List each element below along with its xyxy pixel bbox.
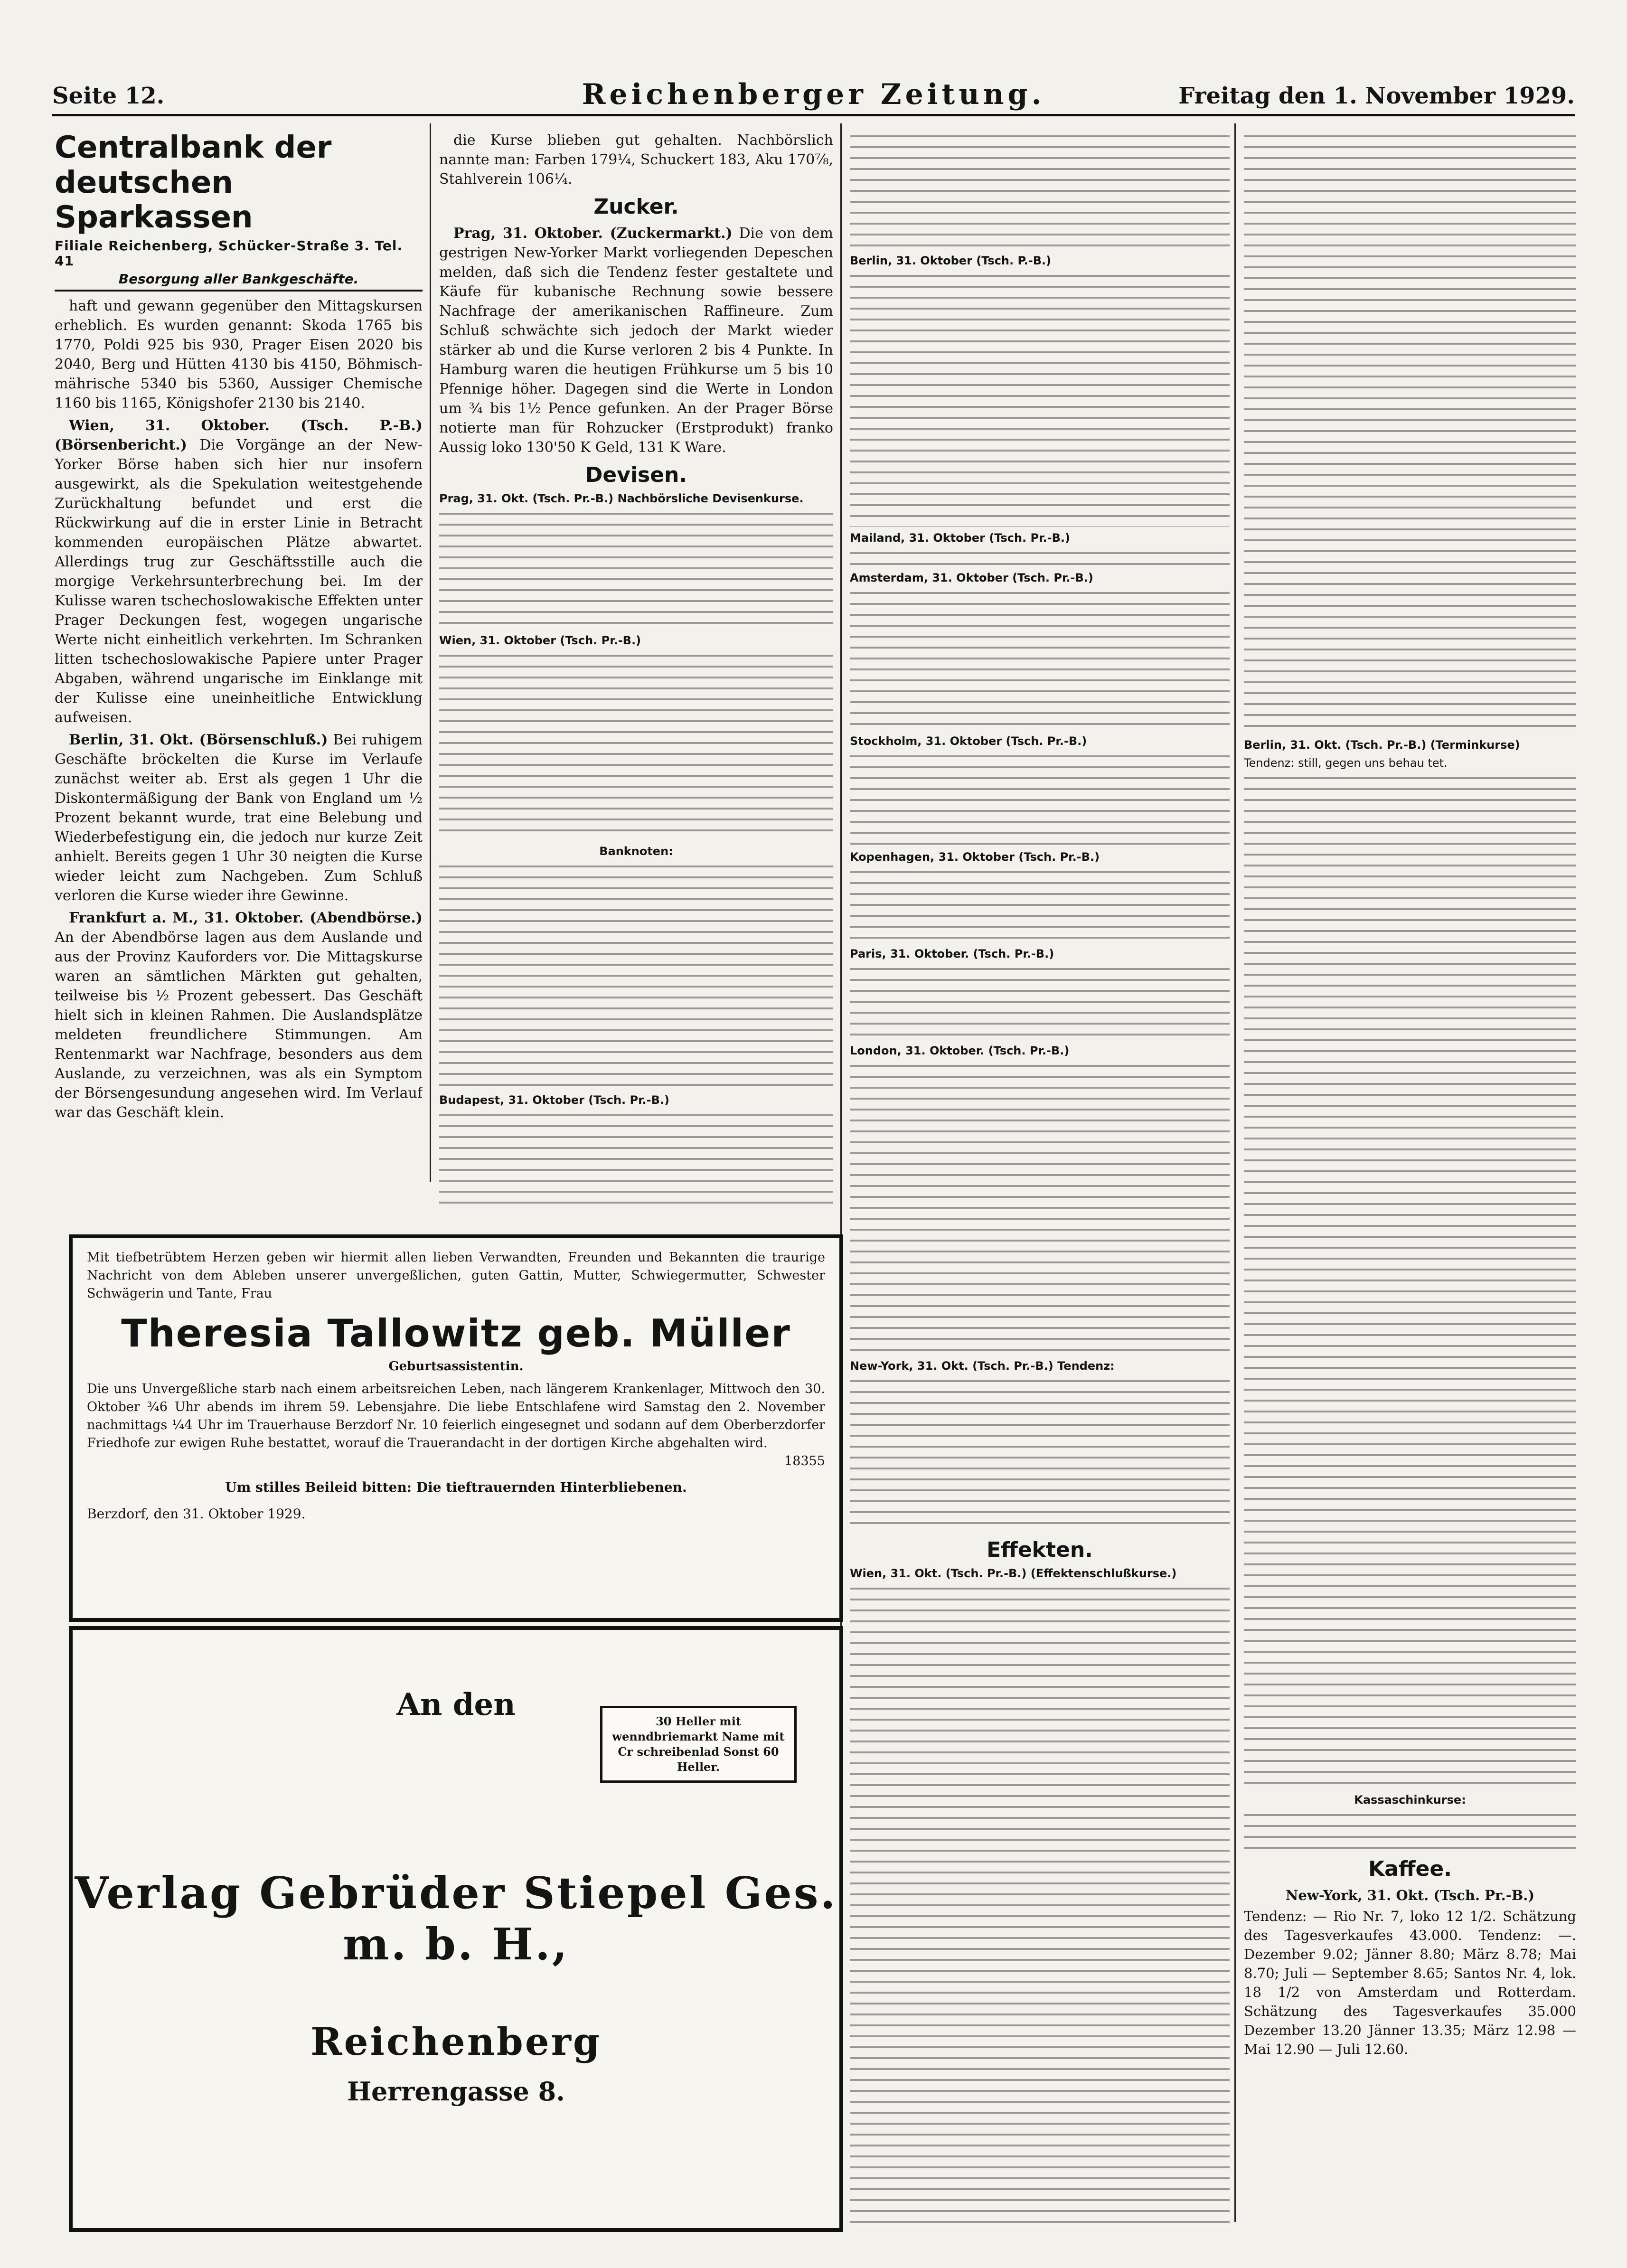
paragraph — [55, 730, 423, 905]
notice-number: 18355 — [784, 1454, 825, 1468]
column-rule — [1234, 123, 1236, 2222]
deceased-title: Geburtsassistentin. — [388, 1359, 524, 1374]
publisher-address-card — [69, 1626, 843, 2232]
table-caption: Banknoten: — [599, 845, 673, 858]
dateline: Prag, 31. Oktober. (Zuckermarkt.) — [453, 225, 733, 242]
address-to: An den — [396, 1687, 516, 1722]
column-markets-report — [55, 131, 423, 1230]
devisen-table-wien — [439, 650, 833, 840]
market-tendency: Tendenz: still, gegen uns behau tet. — [1244, 756, 1448, 770]
table-caption: Wien, 31. Okt. (Tsch. Pr.-B.) (Effektenschlußkurse.) — [850, 1567, 1177, 1580]
rates-table-berlin — [850, 270, 1230, 527]
dateline: New-York, 31. Okt. (Tsch. Pr.-B.) — [1285, 1887, 1535, 1903]
bank-services: Besorgung aller Bankgeschäfte. — [118, 271, 359, 287]
paragraph: haft und gewann gegenüber den Mittagskursen erheblich. Es wurden genannt: Skoda 1765 bis 1770, Poldi 925 bis 930, Prager Eisen 2020 bis 2040, Berg und Hütten 4130 bis 4150, Böhmisch-mährische 5340 bis 5360, Aussiger Chemische 1160 bis 1165, Königshofer 2130 bis 2140. — [55, 298, 423, 412]
market-report-text — [55, 296, 423, 1122]
obituary-text: Die uns Unvergeßliche starb nach einem arbeitsreichen Leben, nach längerem Krankenlager, Mittwoch den 30. Oktober ¾6 Uhr abends im ihrem 59. Lebensjahre. Die liebe Entschlafene wird Samstag den 2. November nachmittags ¼4 Uhr im Trauerhause Berzdorf Nr. 10 feierlich eingesegnet und sodann auf dem Oberberzdorfer Friedhofe zur ewigen Ruhe bestattet, worauf die Trauerandacht in der dortigen Kirche abgehalten wird. — [87, 1382, 825, 1450]
table-caption: New-York, 31. Okt. (Tsch. Pr.-B.) Tendenz: — [850, 1359, 1115, 1373]
devisen-table-budapest — [439, 1110, 833, 1205]
dateline: Berlin, 31. Okt. (Börsenschluß.) — [69, 732, 328, 749]
table-caption: London, 31. Oktober. (Tsch. Pr.-B.) — [850, 1044, 1070, 1057]
stock-table-berlin — [1244, 772, 1576, 1788]
column-stock-quotations — [1244, 131, 1576, 2224]
rates-table-kopenhagen — [850, 866, 1230, 942]
paragraph-body: Die Vorgänge an der New-Yorker Börse haben sich hier nur insofern ausgewirkt, als die Spekulation weitestgehende Zurückhaltung befundet und erst die Rückwirkung auf die in erster Linie in Betracht kommenden europäischen Plätze abwartet. Allerdings trug zur Geschäftsstille auch die morgige Verkehrsunterbrechung bei. Im der Kulisse waren tschechoslowakische Effekten unter Prager Deckungen fest, wogegen ungarische Werte nicht einheitlich verkehrten. Im Schranken litten tschechoslowakische Papiere unter Prager Abgaben, während ungarische im Einklange mit der Kulisse eine uneinheitliche Entwicklung aufweisen. — [55, 437, 423, 726]
effekten-table-wien — [850, 1583, 1230, 2224]
stock-table-top — [1244, 131, 1576, 734]
section-title-devisen: Devisen. — [585, 463, 687, 487]
newspaper-name: Reichenberger Zeitung. — [582, 78, 1045, 111]
obituary-place-date: Berzdorf, den 31. Oktober 1929. — [87, 1506, 306, 1522]
table-caption: Mailand, 31. Oktober (Tsch. Pr.-B.) — [850, 531, 1070, 545]
paragraph-body: Die von dem gestrigen New-Yorker Markt vorliegenden Depeschen melden, daß sich die Tendenz fester gestaltete und Käufe für kubanische Rechnung sowie bessere Nachfrage der amerikanischen Raffineure. Zum Schluß schwächte sich jedoch der Markt wieder stärker ab und die Kurse verloren 2 bis 4 Punkte. In Hamburg waren die heutigen Frühkurse um 5 bis 10 Pfennige höher. Dagegen sind die Werte in London um ¾ bis 1½ Pence gefunken. An der Prager Börse notierte man für Rohzucker (Erstprodukt) franko Aussig loko 130'50 K Geld, 131 K Ware. — [439, 225, 833, 456]
paragraph — [439, 224, 833, 457]
section-title-kaffee: Kaffee. — [1368, 1857, 1452, 1881]
table-caption: Budapest, 31. Oktober (Tsch. Pr.-B.) — [439, 1093, 669, 1107]
paragraph-body: Bei ruhigem Geschäfte bröckelten die Kurse im Verlaufe zunächst weiter ab. Erst als gegen 1 Uhr die Diskontermäßigung der Bank von England um ½ Prozent bekannt wurde, trat eine Belebung und Wiederbefestigung ein, die jedoch nur kurze Zeit anhielt. Bereits gegen 1 Uhr 30 neigten die Kurse wieder leicht zum Nachgeben. Zum Schluß verloren die Kurse wieder ihre Gewinne. — [55, 732, 423, 904]
paragraph — [55, 416, 423, 727]
column-sugar-devisen — [439, 131, 833, 1227]
section-title-effekten: Effekten. — [987, 1538, 1093, 1562]
rates-table-amsterdam — [850, 587, 1230, 730]
publisher-city: Reichenberg — [310, 2019, 602, 2064]
publisher-name: Verlag Gebrüder Stiepel Ges. m. b. H., — [75, 1867, 837, 1970]
issue-date: Freitag den 1. November 1929. — [1178, 83, 1575, 109]
column-rule — [430, 123, 431, 1182]
rates-table-mailand — [850, 547, 1230, 566]
dateline: Frankfurt a. M., 31. Oktober. (Abendbörse.) — [69, 910, 423, 927]
section-title-zucker: Zucker. — [593, 195, 679, 219]
page-header — [52, 78, 1575, 116]
rates-table-london — [850, 1060, 1230, 1355]
table-caption: Paris, 31. Oktober. (Tsch. Pr.-B.) — [850, 947, 1054, 960]
table-caption: Prag, 31. Okt. (Tsch. Pr.-B.) Nachbörsliche Devisenkurse. — [439, 492, 804, 505]
bank-name: Centralbank der deutschen Sparkassen — [55, 131, 332, 235]
banknoten-table — [439, 861, 833, 1089]
rates-table-newyork — [850, 1375, 1230, 1532]
postage-stamp-box: 30 Heller mit wenndbriemarkt Name mit Cr schreibenlad Sonst 60 Heller. — [600, 1706, 797, 1783]
paragraph: die Kurse blieben gut gehalten. Nachbörslich nannte man: Farben 179¼, Schuckert 183, Aku 170⅞, Stahlverein 106¼. — [439, 132, 833, 188]
obituary-intro: Mit tiefbetrübtem Herzen geben wir hiermit allen lieben Verwandten, Freunden und Bekannten die traurige Nachricht von dem Ableben unserer unvergeßlichen, guten Gattin, Mutter, Schwiegermutter, Schwester Schwägerin und Tante, Frau — [87, 1250, 825, 1301]
deceased-name: Theresia Tallowitz geb. Müller — [121, 1311, 791, 1355]
dateline: Wien, 31. Oktober. (Tsch. P.-B.) (Börsenbericht.) — [55, 417, 423, 454]
coffee-report — [1244, 1886, 1576, 2059]
publisher-street: Herrengasse 8. — [347, 2076, 565, 2107]
bank-branch: Filiale Reichenberg, Schücker-Straße 3. Tel. 41 — [55, 237, 403, 269]
sugar-text — [439, 131, 833, 189]
sugar-report — [439, 224, 833, 457]
column-exchange-rates — [850, 131, 1230, 2224]
obituary-notice — [69, 1234, 843, 1622]
table-caption: Kopenhagen, 31. Oktober (Tsch. Pr.-B.) — [850, 850, 1100, 864]
devisen-table-prag — [439, 508, 833, 629]
bank-advert-header — [55, 131, 423, 292]
paragraph-body: Tendenz: — Rio Nr. 7, loko 12 1/2. Schätzung des Tagesverkaufes 43.000. Tendenz: —. Dezember 9.02; Jänner 8.80; März 8.78; Mai 8.70; Juli — September 8.65; Santos Nr. 4, lok. 18 1/2 von Amsterdam und Rotterdam. Schätzung des Tagesverkaufes 35.000 Dezember 13.20 Jänner 13.35; März 12.98 — Mai 12.90 — Juli 12.60. — [1244, 1908, 1576, 2057]
paragraph — [55, 908, 423, 1122]
table-caption: Amsterdam, 31. Oktober (Tsch. Pr.-B.) — [850, 571, 1093, 584]
obituary-sign: Um stilles Beileid bitten: Die tieftrauernden Hinterbliebenen. — [225, 1479, 687, 1495]
obituary-content — [87, 1249, 825, 1524]
page-number: Seite 12. — [52, 83, 165, 109]
rates-table-paris — [850, 963, 1230, 1039]
table-caption: Berlin, 31. Oktober (Tsch. P.-B.) — [850, 254, 1052, 267]
paragraph-body: An der Abendbörse lagen aus dem Auslande und aus der Provinz Kauforders vor. Die Mittagskurse waren an sämtlichen Märkten gut gehalten, teilweise bis ½ Prozent gebessert. Das Geschäft hielt sich in kleinen Rahmen. Die Auslandsplätze meldeten freundlichere Stimmungen. Am Rentenmarkt war Nachfrage, besonders aus dem Auslande, zu verzeichnen, was als ein Symptom der Börsengesundung angesehen wird. Im Verlauf war das Geschäft klein. — [55, 929, 423, 1121]
table-caption: Kassaschinkurse: — [1354, 1793, 1466, 1807]
table-caption: Wien, 31. Oktober (Tsch. Pr.-B.) — [439, 634, 641, 647]
kassa-table — [1244, 1809, 1576, 1852]
table-caption: Stockholm, 31. Oktober (Tsch. Pr.-B.) — [850, 734, 1087, 748]
rates-table-top — [850, 131, 1230, 249]
table-caption: Berlin, 31. Okt. (Tsch. Pr.-B.) (Terminkurse) — [1244, 738, 1520, 752]
rates-table-stockholm — [850, 751, 1230, 846]
